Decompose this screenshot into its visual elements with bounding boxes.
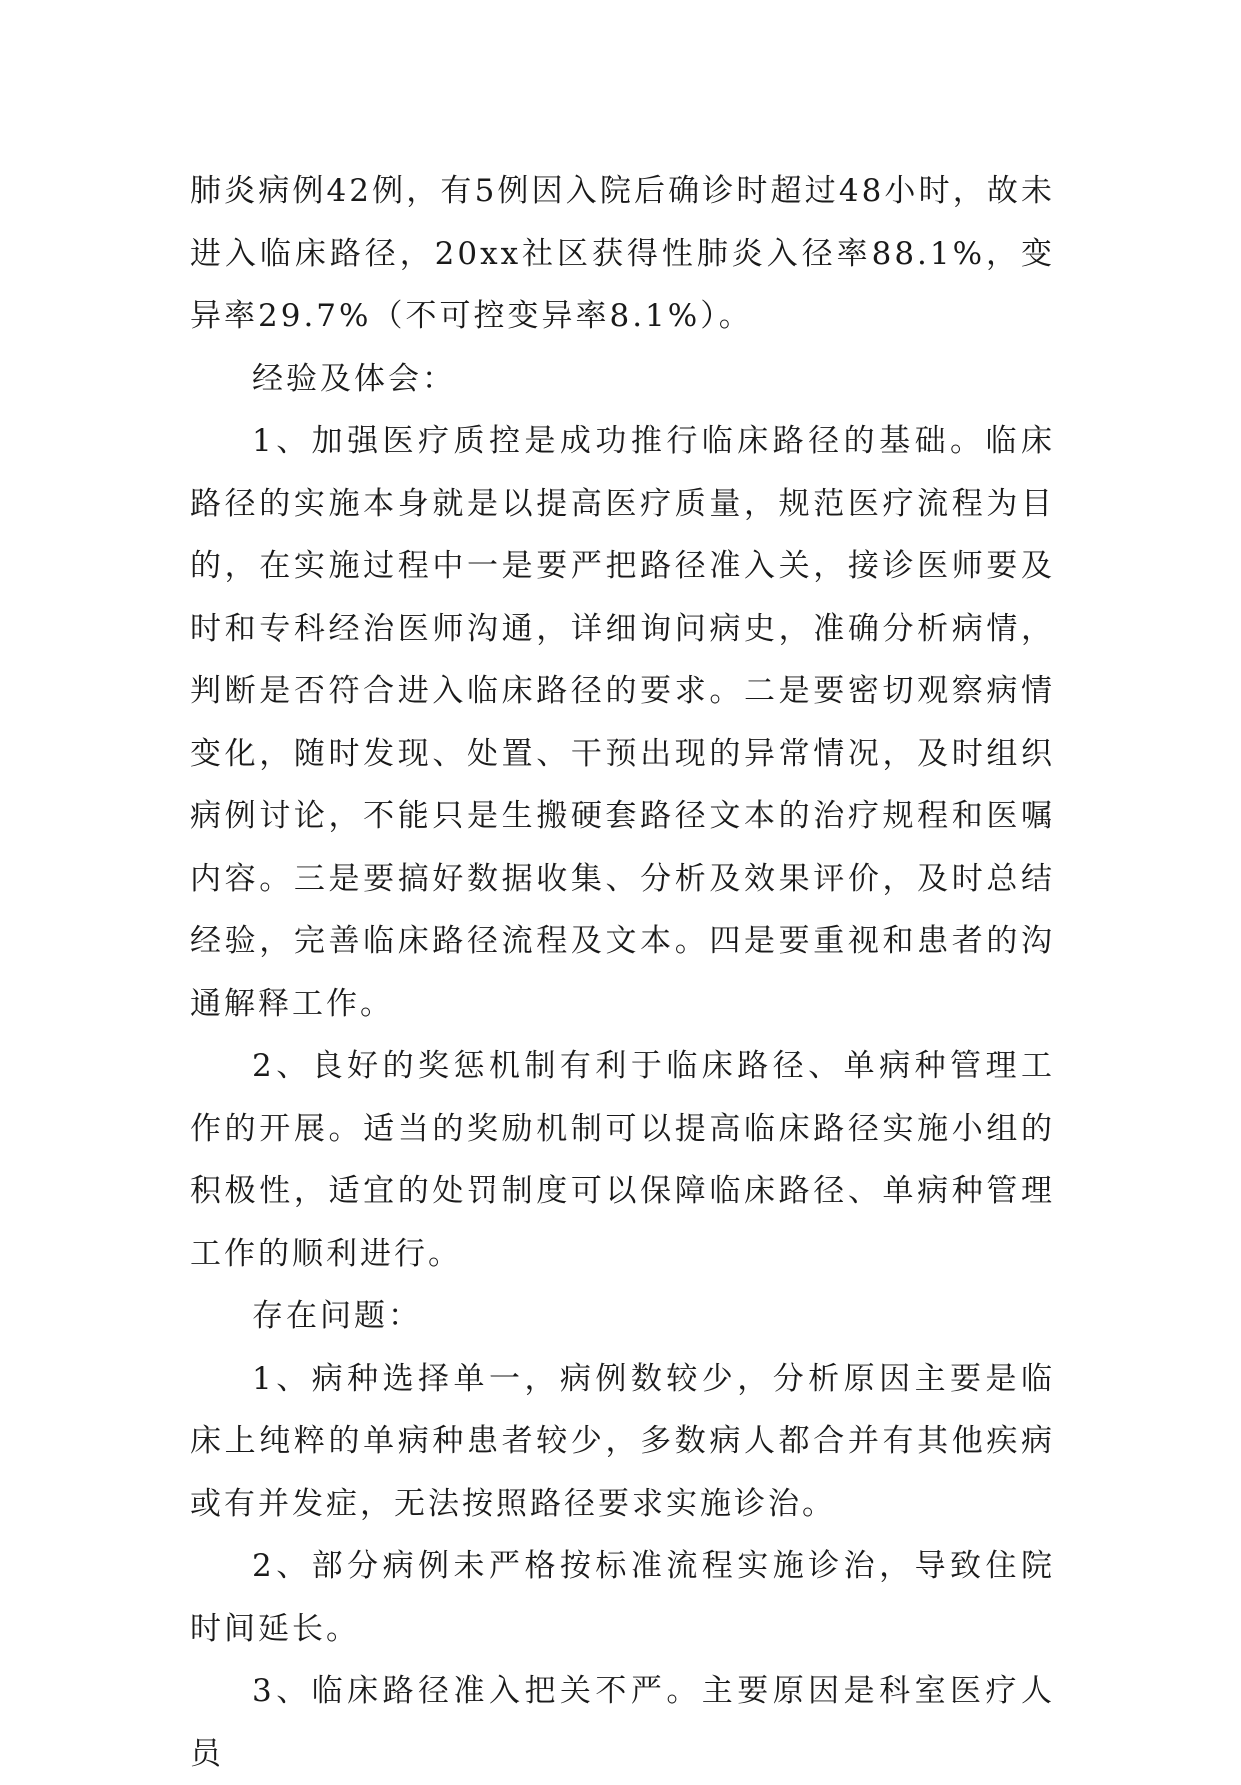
paragraph-problem-1: 1、病种选择单一，病例数较少，分析原因主要是临床上纯粹的单病种患者较少，多数病人都合并有其他疾病或有并发症，无法按照路径要求实施诊治。 — [190, 1360, 1055, 1522]
paragraph-experience-2: 2、良好的奖惩机制有利于临床路径、单病种管理工作的开展。适当的奖励机制可以提高临床路径实施小组的积极性，适宜的处罚制度可以保障临床路径、单病种管理工作的顺利进行。 — [190, 1048, 1055, 1272]
heading-problems: 存在问题： — [252, 1298, 422, 1334]
heading-experience: 经验及体会： — [252, 360, 456, 397]
paragraph-pneumonia-stats: 肺炎病例42例，有5例因入院后确诊时超过48小时，故未进入临床路径，20xx社区获得性肺炎入径率88.1%，变异率29.7%（不可控变异率8.1%）。 — [190, 173, 1055, 334]
paragraph-problem-3: 3、临床路径准入把关不严。主要原因是科室医疗人员 — [190, 1673, 1055, 1772]
paragraph-problem-2: 2、部分病例未严格按标准流程实施诊治，导致住院时间延长。 — [190, 1548, 1055, 1647]
document-body — [190, 160, 1055, 1785]
paragraph-experience-1: 1、加强医疗质控是成功推行临床路径的基础。临床路径的实施本身就是以提高医疗质量，规范医疗流程为目的，在实施过程中一是要严把路径准入关，接诊医师要及时和专科经治医师沟通，详细询问病史，准确分析病情，判断是否符合进入临床路径的要求。二是要密切观察病情变化，随时发现、处置、干预出现的异常情况，及时组织病例讨论，不能只是生搬硬套路径文本的治疗规程和医嘱内容。三是要搞好数据收集、分析及效果评价，及时总结经验，完善临床路径流程及文本。四是要重视和患者的沟通解释工作。 — [190, 423, 1055, 1022]
